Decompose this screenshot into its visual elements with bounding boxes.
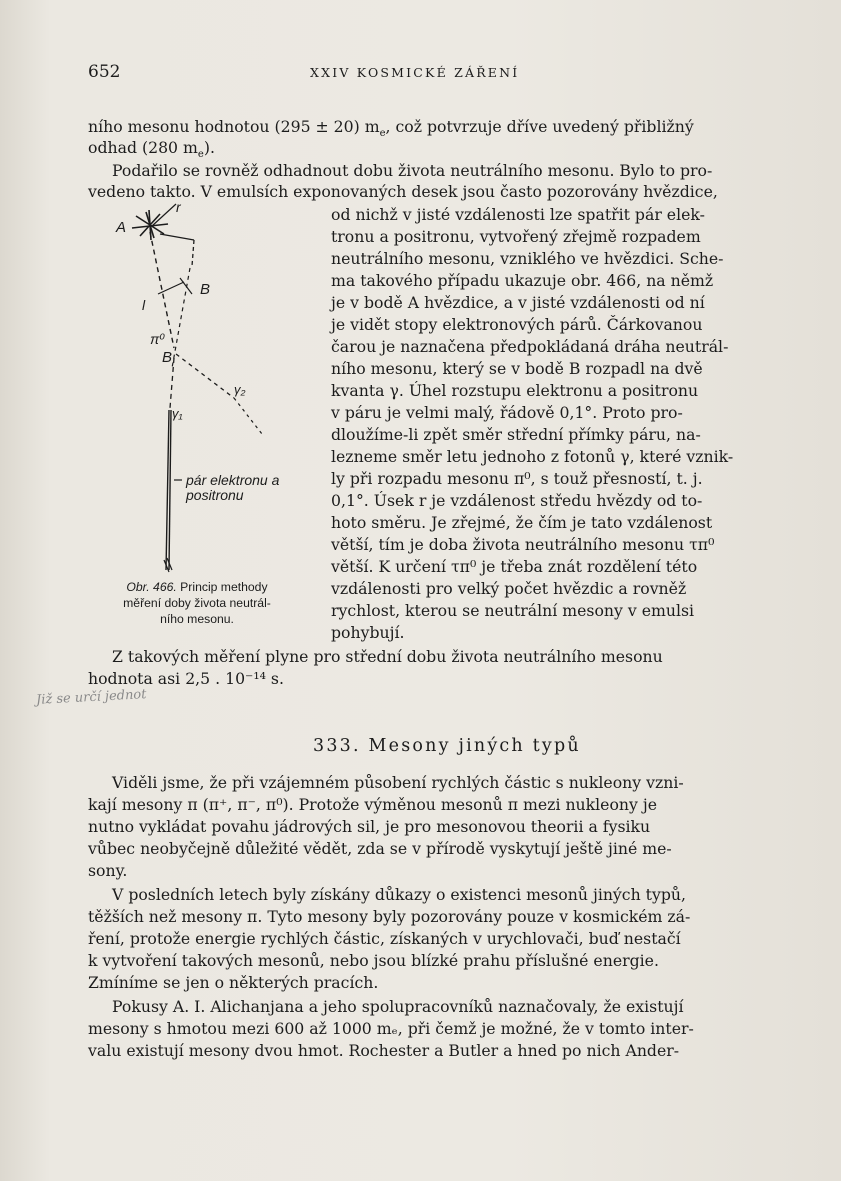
label-pi0: π⁰ (150, 331, 165, 347)
text-line: V posledních letech byly získány důkazy o existenci mesonů jiných typů, (112, 885, 686, 904)
r-arrow (160, 234, 194, 240)
text-line: tronu a positronu, vytvořený zřejmě rozpadem (331, 227, 701, 246)
text-line: pohybují. (331, 623, 405, 642)
text-line: rychlost, kterou se neutrální mesony v emulsi (331, 601, 695, 620)
pair-label-line1: pár elektronu a (186, 472, 280, 488)
page-header (88, 62, 788, 84)
text-line: ly při rozpadu mesonu π⁰, s touž přesností, t. j. (331, 469, 703, 488)
text-line: nutno vykládat povahu jádrových sil, je pro mesonovou theorii a fysiku (88, 817, 651, 836)
text-line: ma takového případu ukazuje obr. 466, na němž (331, 271, 714, 290)
text-line: Podařilo se rovněž odhadnout dobu života neutrálního mesonu. Bylo to pro- (112, 161, 713, 180)
label-B-upper: B (200, 281, 211, 298)
text-line: lezneme směr letu jednoho z fotonů γ, které vznik- (331, 447, 734, 466)
label-gamma1: γ₁ (172, 406, 183, 421)
label-gamma2: γ₂ (234, 382, 246, 397)
running-head: XXIV KOSMICKÉ ZÁŘENÍ (310, 65, 520, 80)
electron-track (166, 410, 169, 570)
text-line: kají mesony π (π⁺, π⁻, π⁰). Protože výměnou mesonů π mezi nukleony je (88, 795, 658, 814)
text-line: Z takových měření plyne pro střední dobu života neutrálního mesonu (112, 647, 663, 666)
r-line (152, 204, 176, 226)
label-r: r (176, 199, 181, 215)
pair-label-line2: positronu (186, 487, 244, 503)
text-line: hoto směru. Je zřejmé, že čím je tato vzdálenost (331, 513, 713, 532)
text-line: sony. (88, 861, 128, 880)
label-A: A (116, 219, 127, 236)
positron-track (169, 410, 171, 570)
section-heading: 333. Mesony jiných typů (313, 736, 581, 756)
text-line: vedeno takto. V emulsích exponovaných desek jsou často pozorovány hvězdice, (88, 182, 718, 201)
text-line: od nichž v jisté vzdálenosti lze spatřit pár elek- (331, 205, 705, 224)
text-line: hodnota asi 2,5 . 10⁻¹⁴ s. (88, 669, 284, 688)
figure-caption: Obr. 466. Princip methody měření doby života neutrál- ního mesonu. (123, 580, 271, 626)
text-line: vzdálenosti pro velký počet hvězdic a rovněž (331, 579, 687, 598)
text-line: těžších než mesony π. Tyto mesony byly pozorovány pouze v kosmickém zá- (88, 907, 691, 926)
text-line: Zmíníme se jen o některých pracích. (88, 973, 379, 992)
page-number: 652 (88, 62, 121, 82)
text-line: kvanta γ. Úhel rozstupu elektronu a positronu (331, 381, 699, 400)
text-line: větší. K určení τπ⁰ je třeba znát rozdělení této (331, 557, 698, 576)
text-line: ního mesonu hodnotou (295 ± 20) $m_e$, což potvrzuje dříve uvedený přibližný (88, 117, 694, 140)
text-line: neutrálního mesonu, vzniklého ve hvězdici. Sche- (331, 249, 724, 268)
gamma2-path (176, 354, 234, 398)
label-l: l (142, 297, 146, 313)
text-line: k vytvoření takových mesonů, nebo jsou blízké prahu příslušné energie. (88, 951, 659, 970)
text-line: odhad (280 $m_e$). (88, 138, 215, 161)
text-line: Pokusy A. I. Alichanjana a jeho spolupracovníků naznačovaly, že existují (112, 997, 684, 1016)
text-line: 0,1°. Úsek r je vzdálenost středu hvězdy od to- (331, 491, 703, 510)
text-line: v páru je velmi malý, řádově 0,1°. Proto pro- (331, 403, 683, 422)
text-line: je vidět stopy elektronových párů. Čárkovanou (331, 315, 703, 334)
handwritten-note: Již se určí jednot (35, 687, 147, 708)
figure-466-diagram (96, 198, 316, 598)
text-line: větší, tím je doba života neutrálního mesonu τπ⁰ (331, 535, 715, 554)
text-line: čarou je naznačena předpokládaná dráha neutrál- (331, 337, 729, 356)
star-A (132, 210, 168, 240)
label-B-lower: B (162, 349, 173, 366)
text-line: ního mesonu, který se v bodě B rozpadl na dvě (331, 359, 703, 378)
text-line: vůbec neobyčejně důležité vědět, zda se v přírodě vyskytují ještě jiné me- (88, 839, 672, 858)
text-line: mesony s hmotou mezi 600 až 1000 mₑ, při čemž je možné, že v tomto inter- (88, 1019, 694, 1038)
text-line: ření, protože energie rychlých částic, získaných v urychlovači, buď nestačí (88, 929, 681, 948)
text-line: valu existují mesony dvou hmot. Rochester a Butler a hned po nich Ander- (88, 1041, 680, 1060)
text-line: Viděli jsme, že při vzájemném působení rychlých částic s nukleony vzni- (112, 773, 684, 792)
text-line: je v bodě A hvězdice, a v jisté vzdálenosti od ní (331, 293, 705, 312)
text-line: dloužíme-li zpět směr střední přímky páru, na- (331, 425, 701, 444)
